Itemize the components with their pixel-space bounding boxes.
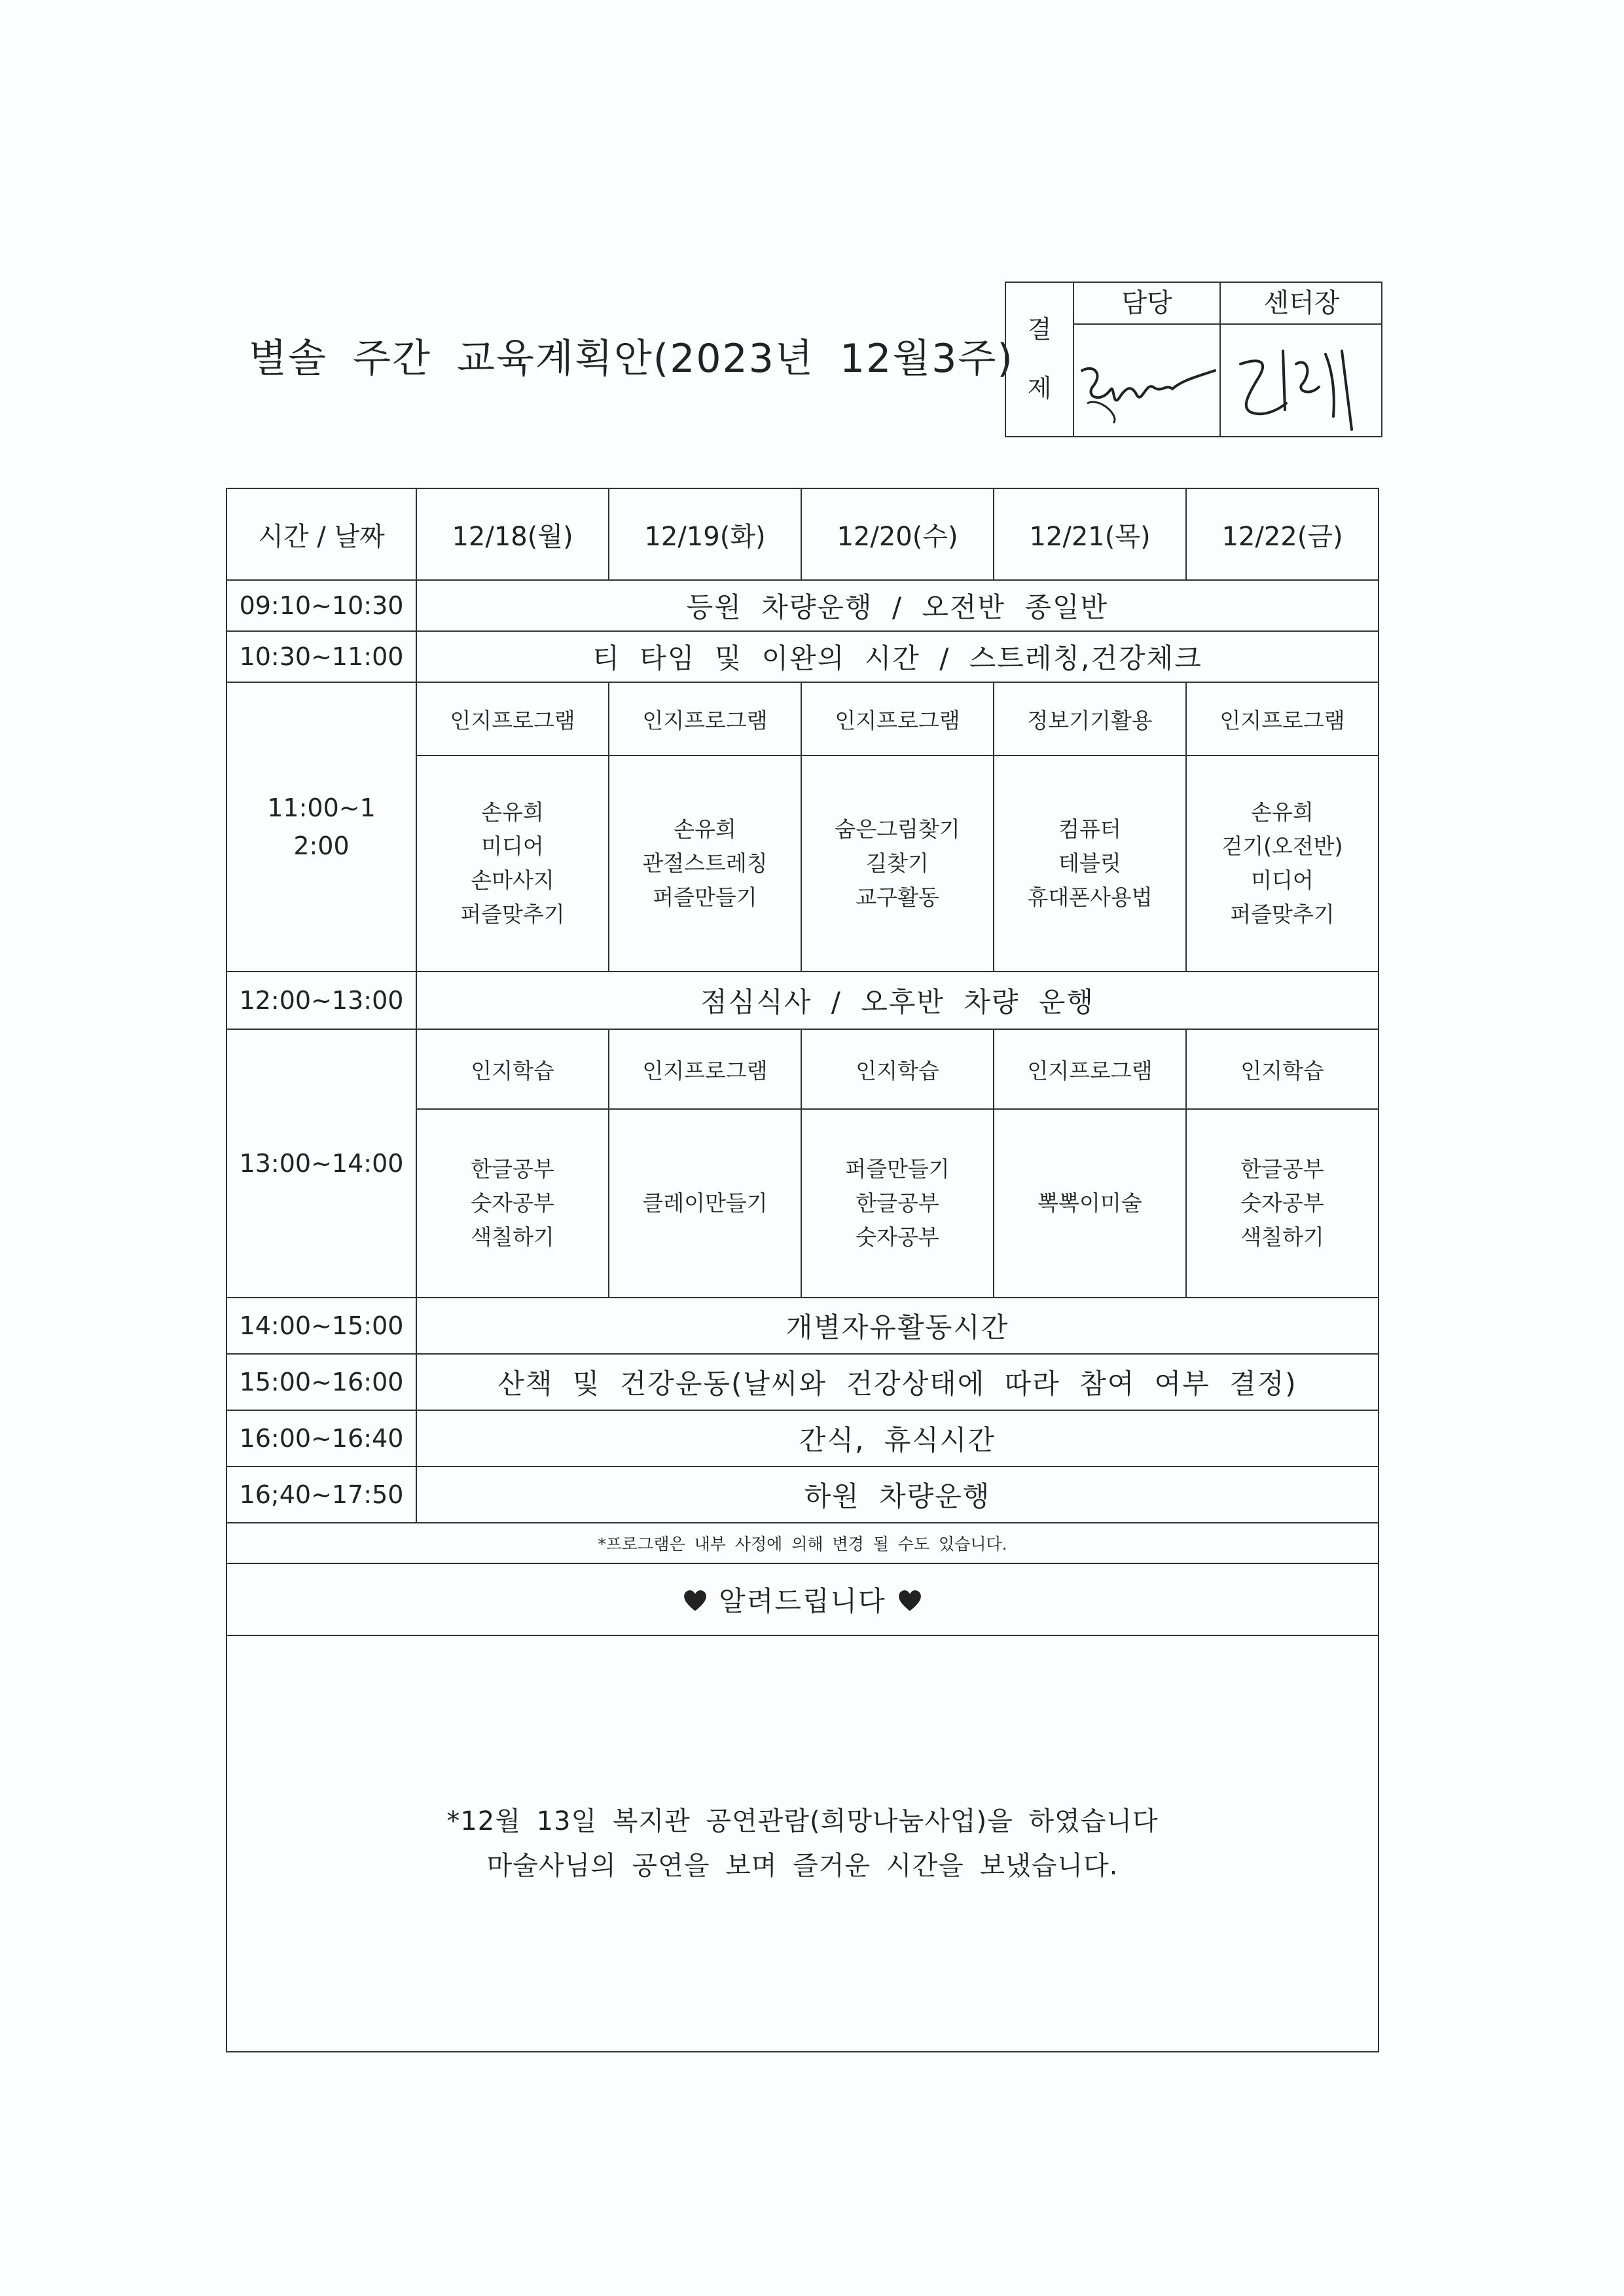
activity-span: 하원 차량운행 (416, 1467, 1379, 1523)
time-line: 2:00 (293, 831, 350, 860)
program-cell: 인지학습 (801, 1029, 994, 1109)
approval-box (1005, 282, 1382, 437)
activity-item: 클레이만들기 (642, 1190, 768, 1216)
activity-cell (609, 756, 801, 972)
time-cell: 10:30~11:00 (226, 631, 416, 682)
activity-item: 미디어 (481, 833, 544, 859)
activity-span: 점심식사 / 오후반 차량 운행 (416, 972, 1379, 1029)
activity-cell (994, 1109, 1186, 1298)
activity-span: 티 타임 및 이완의 시간 / 스트레칭,건강체크 (416, 631, 1379, 682)
notice-line: 마술사님의 공연을 보며 즐거운 시간을 보냈습니다. (486, 1851, 1119, 1881)
activity-item: 퍼즐맞추기 (460, 902, 565, 927)
activity-item: 미디어 (1251, 867, 1314, 893)
activity-span: 등원 차량운행 / 오전반 종일반 (416, 580, 1379, 631)
notice-title: 알려드립니다 (719, 1585, 886, 1617)
day-header: 12/18(월) (416, 488, 609, 580)
time-line: 11:00~1 (267, 793, 376, 822)
activity-item: 휴대폰사용법 (1027, 884, 1153, 910)
activity-cell (801, 1109, 994, 1298)
activity-item: 테블릿 (1058, 850, 1121, 876)
time-cell: 15:00~16:00 (226, 1354, 416, 1410)
activity-item: 한글공부 (1240, 1156, 1324, 1182)
notice-body (226, 1635, 1379, 2052)
approval-role-director: 센터장 (1221, 283, 1382, 325)
day-header: 12/19(화) (609, 488, 801, 580)
change-note: *프로그램은 내부 사정에 의해 변경 될 수도 있습니다. (226, 1523, 1379, 1563)
activity-item: 숫자공부 (471, 1190, 554, 1216)
time-cell: 16:00~16:40 (226, 1410, 416, 1467)
day-header: 12/21(목) (994, 488, 1186, 580)
manager-signature (1074, 325, 1219, 437)
activity-item: 관절스트레칭 (642, 850, 768, 876)
program-cell: 인지프로그램 (609, 682, 801, 756)
approval-label-top: 결 (1027, 315, 1052, 344)
activity-item: 색칠하기 (1240, 1224, 1324, 1250)
corner-cell: 시간 / 날짜 (226, 488, 416, 580)
approval-label (1006, 283, 1074, 436)
program-cell: 인지학습 (1186, 1029, 1379, 1109)
time-cell: 12:00~13:00 (226, 972, 416, 1029)
day-header: 12/20(수) (801, 488, 994, 580)
heart-icon (683, 1590, 707, 1613)
time-cell: 09:10~10:30 (226, 580, 416, 631)
notice-line: *12월 13일 복지관 공연관람(희망나눔사업)을 하였습니다 (446, 1806, 1159, 1836)
activity-item: 손마사지 (471, 867, 554, 893)
activity-item: 뽁뽁이미술 (1038, 1190, 1142, 1216)
activity-span: 간식, 휴식시간 (416, 1410, 1379, 1467)
approval-role-manager: 담당 (1074, 283, 1219, 325)
activity-item: 숫자공부 (856, 1224, 939, 1250)
activity-span: 산책 및 건강운동(날씨와 건강상태에 따라 참여 여부 결정) (416, 1354, 1379, 1410)
program-cell: 인지프로그램 (1186, 682, 1379, 756)
approval-label-bottom: 제 (1027, 374, 1052, 403)
page-title: 별솔 주간 교육계획안(2023년 12월3주) (249, 336, 1014, 382)
activity-cell (416, 756, 609, 972)
activity-item: 길찾기 (866, 850, 929, 876)
activity-item: 손유희 (1251, 799, 1314, 825)
activity-cell (994, 756, 1186, 972)
activity-item: 걷기(오전반) (1221, 833, 1343, 859)
activity-item: 숨은그림찾기 (835, 816, 960, 842)
activity-item: 컴퓨터 (1058, 816, 1121, 842)
activity-cell (1186, 1109, 1379, 1298)
time-cell (226, 682, 416, 972)
activity-cell (801, 756, 994, 972)
activity-item: 색칠하기 (471, 1224, 554, 1250)
notice-header (226, 1563, 1379, 1635)
activity-item: 숫자공부 (1240, 1190, 1324, 1216)
activity-item: 손유희 (674, 816, 736, 842)
activity-span: 개별자유활동시간 (416, 1298, 1379, 1354)
activity-cell (1186, 756, 1379, 972)
program-cell: 정보기기활용 (994, 682, 1186, 756)
activity-item: 퍼즐만들기 (653, 884, 757, 910)
schedule-table (226, 488, 1379, 2052)
activity-cell (609, 1109, 801, 1298)
activity-item: 한글공부 (471, 1156, 554, 1182)
activity-item: 한글공부 (856, 1190, 939, 1216)
day-header: 12/22(금) (1186, 488, 1379, 580)
program-cell: 인지학습 (416, 1029, 609, 1109)
program-cell: 인지프로그램 (416, 682, 609, 756)
activity-item: 손유희 (481, 799, 544, 825)
activity-item: 퍼즐만들기 (845, 1156, 950, 1182)
time-cell: 14:00~15:00 (226, 1298, 416, 1354)
activity-item: 퍼즐맞추기 (1230, 902, 1335, 927)
heart-icon (898, 1590, 922, 1613)
time-cell: 16;40~17:50 (226, 1467, 416, 1523)
program-cell: 인지프로그램 (801, 682, 994, 756)
program-cell: 인지프로그램 (994, 1029, 1186, 1109)
time-cell: 13:00~14:00 (226, 1029, 416, 1298)
activity-cell (416, 1109, 609, 1298)
activity-item: 교구활동 (856, 884, 939, 910)
director-signature (1221, 325, 1382, 437)
program-cell: 인지프로그램 (609, 1029, 801, 1109)
